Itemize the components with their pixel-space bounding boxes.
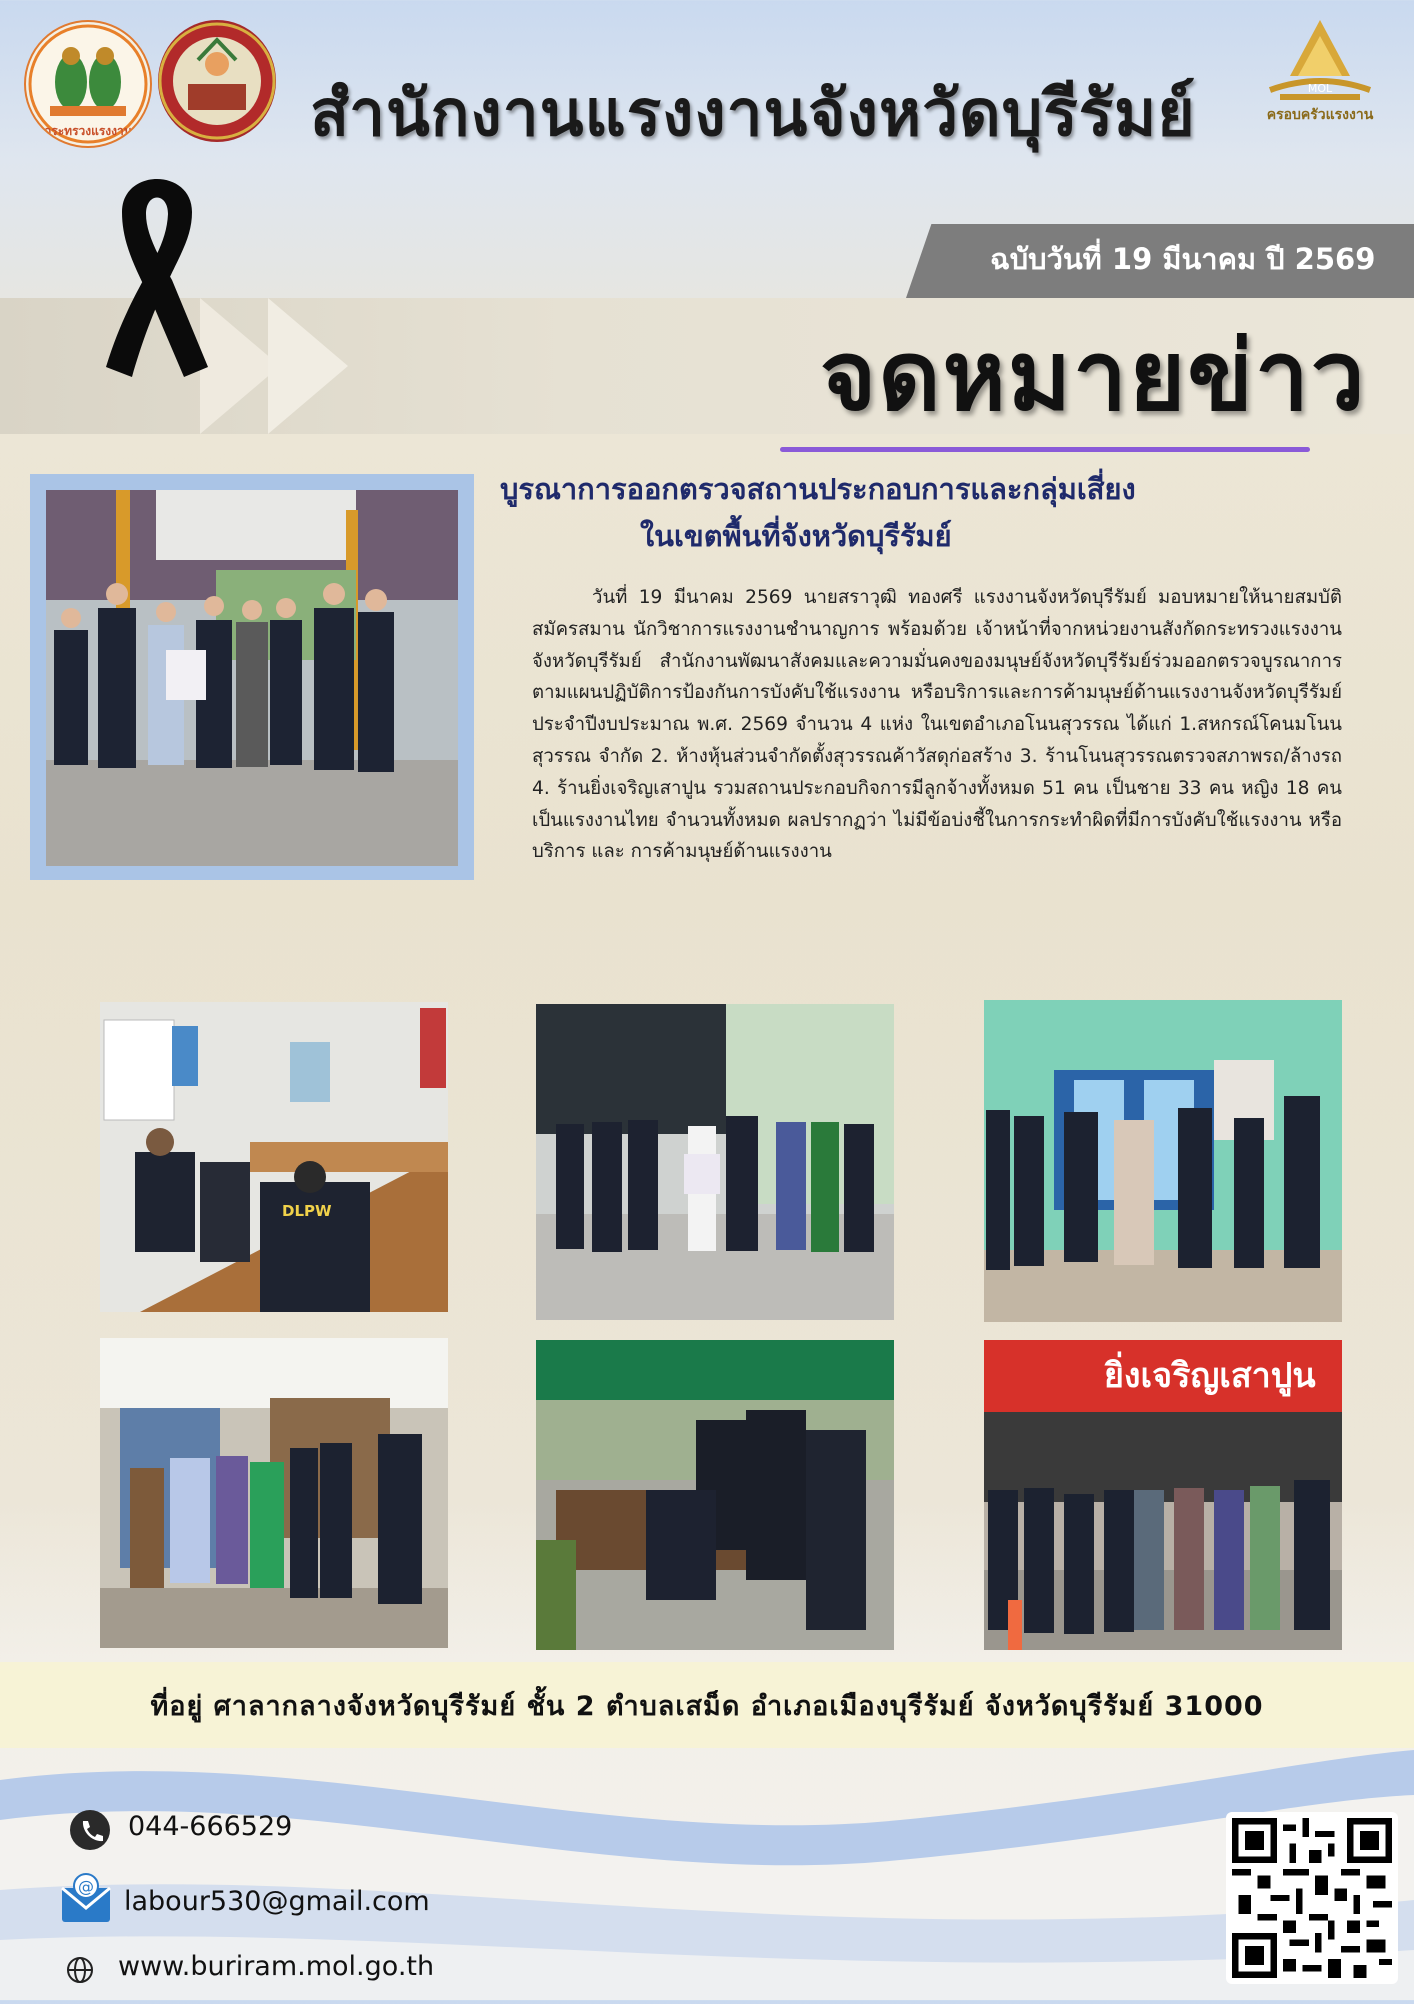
email-icon: [60, 1872, 112, 1924]
newsletter-label: จดหมายข่าว: [820, 320, 1367, 432]
issue-date: ฉบับวันที่ 19 มีนาคม ปี 2569: [990, 242, 1376, 276]
photo-meeting-room: [100, 1002, 448, 1312]
ministry-of-labour-logo: [24, 20, 152, 148]
headline-accent-line: [780, 447, 1310, 452]
black-mourning-ribbon-icon: [92, 162, 222, 384]
vest-text: DLPW: [282, 1202, 332, 1220]
organization-title: สำนักงานแรงงานจังหวัดบุรีรัมย์: [310, 77, 1196, 151]
website-url[interactable]: www.buriram.mol.go.th: [118, 1951, 435, 1982]
photo-shop-front-group: [984, 1340, 1342, 1650]
shop-sign-text: ยิ่งเจริญเสาปูน: [1104, 1356, 1316, 1396]
phone-number[interactable]: 044-666529: [128, 1811, 293, 1842]
chevron-decor-2: [268, 298, 348, 434]
ministry-logo-text: กระทรวงแรงงาน: [44, 124, 132, 138]
article-body: วันที่ 19 มีนาคม 2569 นายสราวุฒิ ทองศรี แรงงานจังหวัดบุรีรัมย์ มอบหมายให้นายสมบัติ สมัครสมาน นักวิชาการแรงงานชำนาญการ พร้อมด้วย เจ้าหน้าที่จากหน่วยงานสังกัดกระทรวงแรงงานจังหวัดบุรีรัมย์ สำนักงานพัฒนาสังคมและความมั่นคงของมนุษย์จังหวัดบุรีรัมย์ร่วมออกตรวจบูรณาการตามแผนปฏิบัติการป้องกันการบังคับใช้แรงงาน หรือบริการและการค้ามนุษย์ด้านแรงงานจังหวัดบุรีรัมย์ ประจำปีงบประมาณ พ.ศ. 2569 จำนวน 4 แห่ง ในเขตอำเภอโนนสุวรรณ ได้แก่ 1.สหกรณ์โคนมโนนสุวรรณ จำกัด 2. ห้างหุ้นส่วนจำกัดตั้งสุวรรณค้าวัสดุก่อสร้าง 3. ร้านโนนสุวรรณตรวจสภาพรถ/ล้างรถ 4. ร้านยิ่งเจริญเสาปูน รวมสถานประกอบกิจการมีลูกจ้างทั้งหมด 51 คน เป็นชาย 33 คน หญิง 18 คน เป็นแรงงานไทย จำนวนทั้งหมด ผลปรากฏว่า ไม่มีข้อบ่งชี้ในการกระทำผิดที่มีการบังคับใช้แรงงาน หรือบริการ และ การค้ามนุษย์ด้านแรงงาน: [532, 587, 1342, 863]
family-logo-text: ครอบครัวแรงงาน: [1266, 107, 1374, 123]
main-group-photo: [46, 490, 458, 866]
family-labour-logo: [1250, 16, 1390, 126]
photo-outdoor-interview: [536, 1340, 894, 1650]
email-address[interactable]: labour530@gmail.com: [124, 1886, 430, 1917]
globe-icon: [66, 1956, 94, 1984]
phone-icon: [70, 1810, 110, 1850]
headline-line-1: บูรณาการออกตรวจสถานประกอบการและกลุ่มเสี่ยง: [500, 472, 1136, 506]
photo-store-interior-group: [100, 1338, 448, 1648]
province-seal-logo: [158, 20, 276, 142]
address-text: ที่อยู่ ศาลากลางจังหวัดบุรีรัมย์ ชั้น 2 ตำบลเสม็ด อำเภอเมืองบุรีรัมย์ จังหวัดบุรีรัมย์ 31000: [150, 1691, 1264, 1722]
qr-code[interactable]: [1226, 1812, 1398, 1984]
svg-text:@: @: [78, 1877, 94, 1896]
mol-logo-text: MOL: [1307, 82, 1333, 95]
photo-building-front-group: [984, 1000, 1342, 1322]
photo-warehouse-group: [536, 1004, 894, 1320]
headline-line-2: ในเขตพื้นที่จังหวัดบุรีรัมย์: [640, 519, 952, 553]
